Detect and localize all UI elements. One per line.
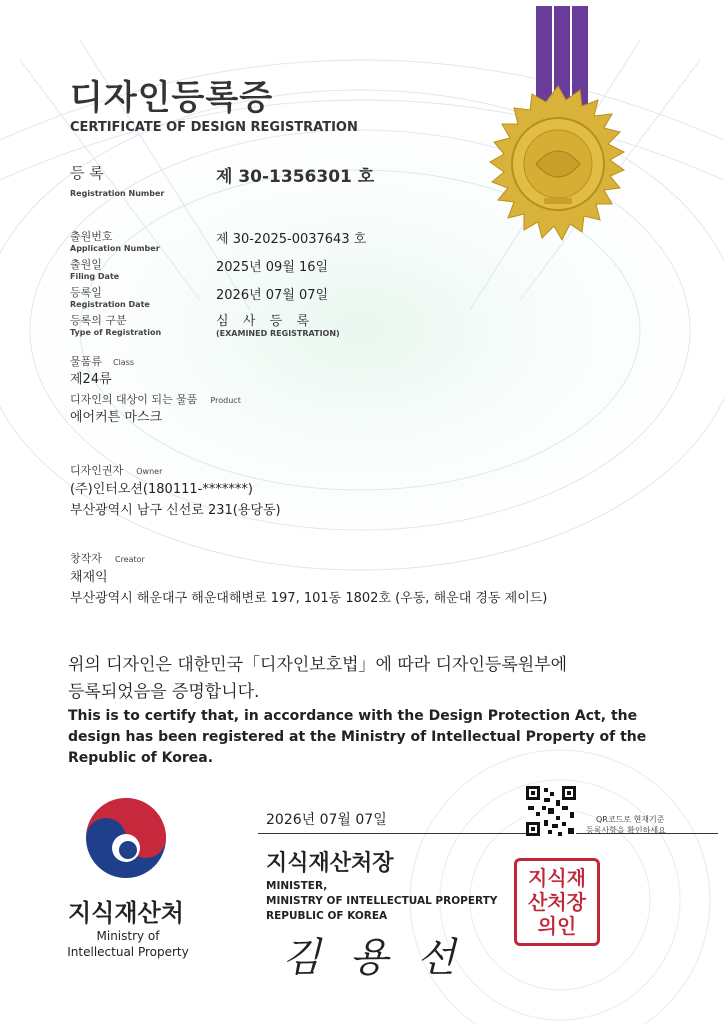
class-label-ko: 물품류 — [70, 355, 102, 368]
reg-type-label-en: Type of Registration — [70, 328, 162, 337]
registration-date-label-ko: 등록일 — [70, 286, 102, 299]
reg-type-en: (EXAMINED REGISTRATION) — [216, 329, 340, 338]
reg-type-label-ko: 등록의 구분 — [70, 314, 127, 327]
class-value: 제24류 — [70, 372, 112, 387]
registration-date: 2026년 07월 07일 — [216, 288, 329, 303]
statement-ko-line2: 등록되었음을 증명합니다. — [68, 682, 260, 702]
class-label — [70, 350, 134, 369]
product-label-en: Product — [210, 396, 241, 405]
owner-name: (주)인터오션(180111-*******) — [70, 482, 253, 497]
creator-label-en: Creator — [114, 555, 145, 564]
class-label-en: Class — [112, 358, 135, 367]
signer-en-line2: MINISTRY OF INTELLECTUAL PROPERTY — [266, 895, 498, 907]
owner-label-en: Owner — [136, 467, 163, 476]
registration-label-ko: 등 록 — [70, 164, 104, 182]
ministry-name-en — [63, 928, 193, 960]
filing-date: 2025년 09월 16일 — [216, 260, 329, 275]
qr-note-line1: QR코드로 현재기준 — [596, 815, 665, 824]
owner-label — [70, 459, 162, 478]
certificate-title-en: CERTIFICATE OF DESIGN REGISTRATION — [70, 120, 358, 135]
creator-label-ko: 창작자 — [70, 552, 102, 565]
reg-type-label — [70, 312, 161, 337]
statement-en: This is to certify that, in accordance with the Design Protection Act, the design has been registered at the Ministry of Intellectual Property of the Republic of Korea. — [68, 708, 647, 766]
registration-label-en: Registration Number — [70, 189, 165, 198]
registration-number: 제 30-1356301 호 — [216, 167, 375, 187]
statement-ko-line1: 위의 디자인은 대한민국「디자인보호법」에 따라 디자인등록원부에 — [68, 655, 568, 675]
official-seal — [514, 858, 600, 946]
signature: 김 용 선 — [282, 935, 464, 981]
signer-en-line1: MINISTER, — [266, 880, 328, 892]
ministry-en-line2: Intellectual Property — [67, 945, 189, 959]
application-number: 제 30-2025-0037643 호 — [216, 232, 367, 247]
ministry-name-ko: 지식재산처 — [68, 899, 184, 927]
taegeuk-logo-icon — [84, 796, 168, 880]
statement-ko — [68, 652, 668, 706]
signer-title-en — [266, 879, 497, 924]
signer-title-ko: 지식재산처장 — [266, 851, 394, 876]
signer-en-line3: REPUBLIC OF KOREA — [266, 910, 388, 922]
qr-note-line2: 등록사항을 확인하세요 — [586, 826, 666, 835]
creator-label — [70, 547, 145, 566]
registration-date-label-en: Registration Date — [70, 300, 150, 309]
qr-code-icon[interactable] — [526, 786, 576, 836]
filing-label-ko: 출원일 — [70, 258, 102, 271]
product-label — [70, 388, 241, 407]
gold-seal-icon — [472, 6, 632, 266]
product-value: 에어커튼 마스크 — [70, 410, 163, 425]
creator-address: 부산광역시 해운대구 해운대해변로 197, 101동 1802호 (우동, 해운대 경동 제이드) — [70, 591, 548, 606]
qr-note — [586, 814, 666, 836]
ministry-en-line1: Ministry of — [96, 929, 160, 943]
product-label-ko: 디자인의 대상이 되는 물품 — [70, 393, 198, 406]
reg-type-ko: 심 사 등 록 — [216, 314, 312, 329]
owner-address: 부산광역시 남구 신선로 231(용당동) — [70, 503, 281, 518]
seal-text: 지식재산처장의인 — [528, 866, 586, 938]
certificate-title: 디자인등록증 — [70, 78, 274, 118]
application-label-ko: 출원번호 — [70, 230, 113, 243]
owner-label-ko: 디자인권자 — [70, 464, 124, 477]
registration-date-label — [70, 284, 150, 309]
application-label — [70, 228, 160, 253]
creator-name: 채재익 — [70, 570, 108, 585]
filing-label — [70, 256, 119, 281]
filing-label-en: Filing Date — [70, 272, 120, 281]
issue-date: 2026년 07월 07일 — [266, 812, 387, 828]
registration-label — [70, 162, 164, 198]
application-label-en: Application Number — [70, 244, 160, 253]
reg-type-value — [216, 310, 340, 338]
